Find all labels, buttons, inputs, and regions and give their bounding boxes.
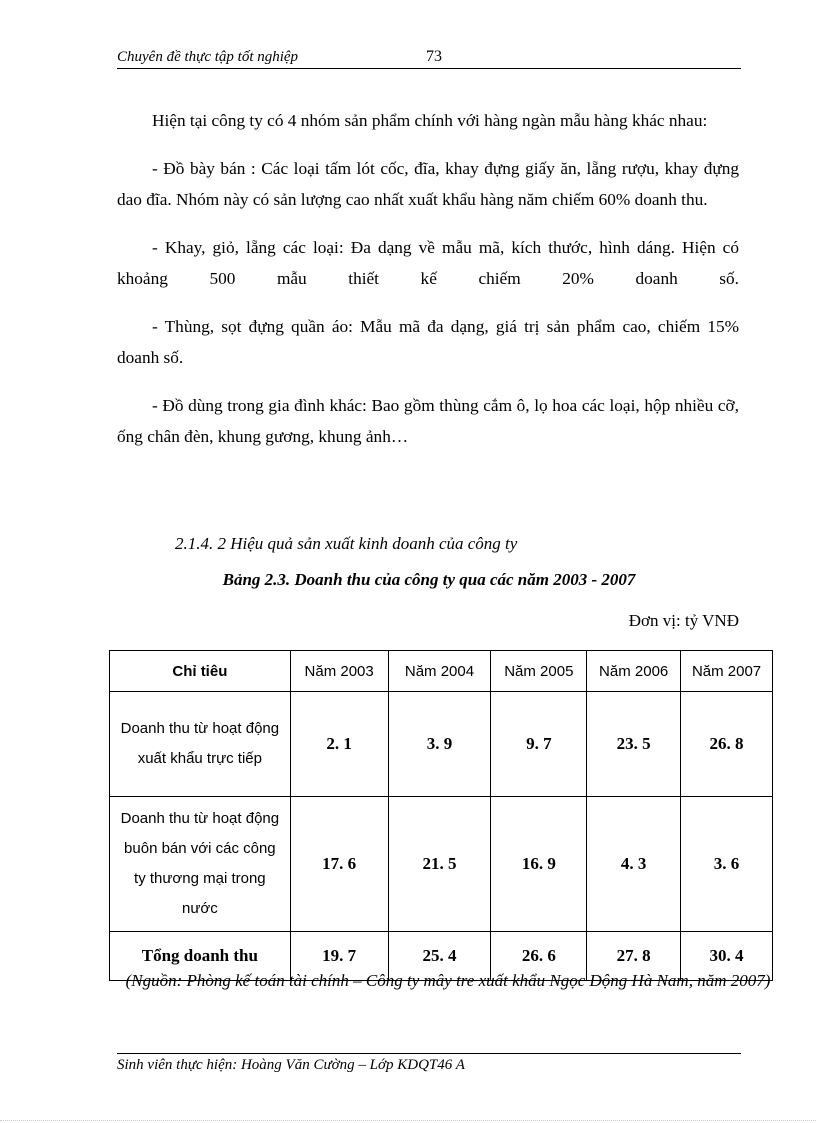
table-row [110,797,773,932]
section-heading: 2.1.4. 2 Hiệu quả sản xuất kinh doanh của công ty [175,534,518,553]
table-cell: 26. 6 [491,932,587,981]
table-cell: 23. 5 [587,692,681,797]
table-cell: 3. 9 [388,692,491,797]
table-header-row [110,651,773,692]
table-cell: 17. 6 [290,797,388,932]
source-note: (Nguồn: Phòng kế toán tài chính – Công ty mây tre xuất khẩu Ngọc Động Hà Nam, năm 2007) [125,971,771,990]
table-cell: 26. 8 [681,692,773,797]
table-cell: 2. 1 [290,692,388,797]
unit-label: Đơn vị: tỷ VNĐ [628,611,739,630]
table-cell: 21. 5 [388,797,491,932]
paragraph-product-group-3: - Thùng, sọt đựng quần áo: Mẫu mã đa dạng, giá trị sản phẩm cao, chiếm 15% doanh số. [117,316,739,367]
table-cell: 25. 4 [388,932,491,981]
column-header: Năm 2004 [388,651,491,692]
paragraph-intro: Hiện tại công ty có 4 nhóm sản phẩm chính với hàng ngàn mẫu hàng khác nhau: [152,111,708,130]
document-title: Chuyên đề thực tập tốt nghiệp [117,49,299,65]
paragraph-product-group-2: - Khay, giỏ, lẵng các loại: Đa dạng về mẫu mã, kích thước, hình dáng. Hiện có khoảng 500 mẫu thiết kế chiếm 20% doanh số. [117,237,739,288]
table-cell: 30. 4 [681,932,773,981]
table-cell: 19. 7 [290,932,388,981]
column-header: Năm 2007 [681,651,773,692]
column-header: Năm 2005 [491,651,587,692]
column-header: Chỉ tiêu [110,651,291,692]
revenue-table [109,650,773,981]
column-header: Năm 2006 [587,651,681,692]
table-row [110,692,773,797]
row-label: Tổng doanh thu [110,932,291,981]
paragraph-product-group-4: - Đồ dùng trong gia đình khác: Bao gồm thùng cắm ô, lọ hoa các loại, hộp nhiều cỡ, ống chân đèn, khung gương, khung ảnh… [117,395,739,446]
column-header: Năm 2003 [290,651,388,692]
table-cell: 4. 3 [587,797,681,932]
table-caption: Bảng 2.3. Doanh thu của công ty qua các năm 2003 - 2007 [222,570,636,589]
page-header [117,48,741,69]
paragraph-product-group-1: - Đồ bày bán : Các loại tấm lót cốc, đĩa, khay đựng giấy ăn, lẵng rượu, khay đựng dao đĩa. Nhóm này có sản lượng cao nhất xuất khẩu hàng năm chiếm 60% doanh thu. [117,158,739,209]
row-label: Doanh thu từ hoạt động buôn bán với các công ty thương mại trong nước [110,797,291,932]
footer-text: Sinh viên thực hiện: Hoàng Văn Cường – Lớp KDQT46 A [117,1057,465,1073]
table-cell: 3. 6 [681,797,773,932]
page-edge-divider [0,1120,816,1121]
row-label: Doanh thu từ hoạt động xuất khẩu trực tiếp [110,692,291,797]
table-cell: 9. 7 [491,692,587,797]
page-number: 73 [426,48,442,65]
table-cell: 16. 9 [491,797,587,932]
table-cell: 27. 8 [587,932,681,981]
body-text [117,105,739,469]
page-footer [117,1053,741,1074]
